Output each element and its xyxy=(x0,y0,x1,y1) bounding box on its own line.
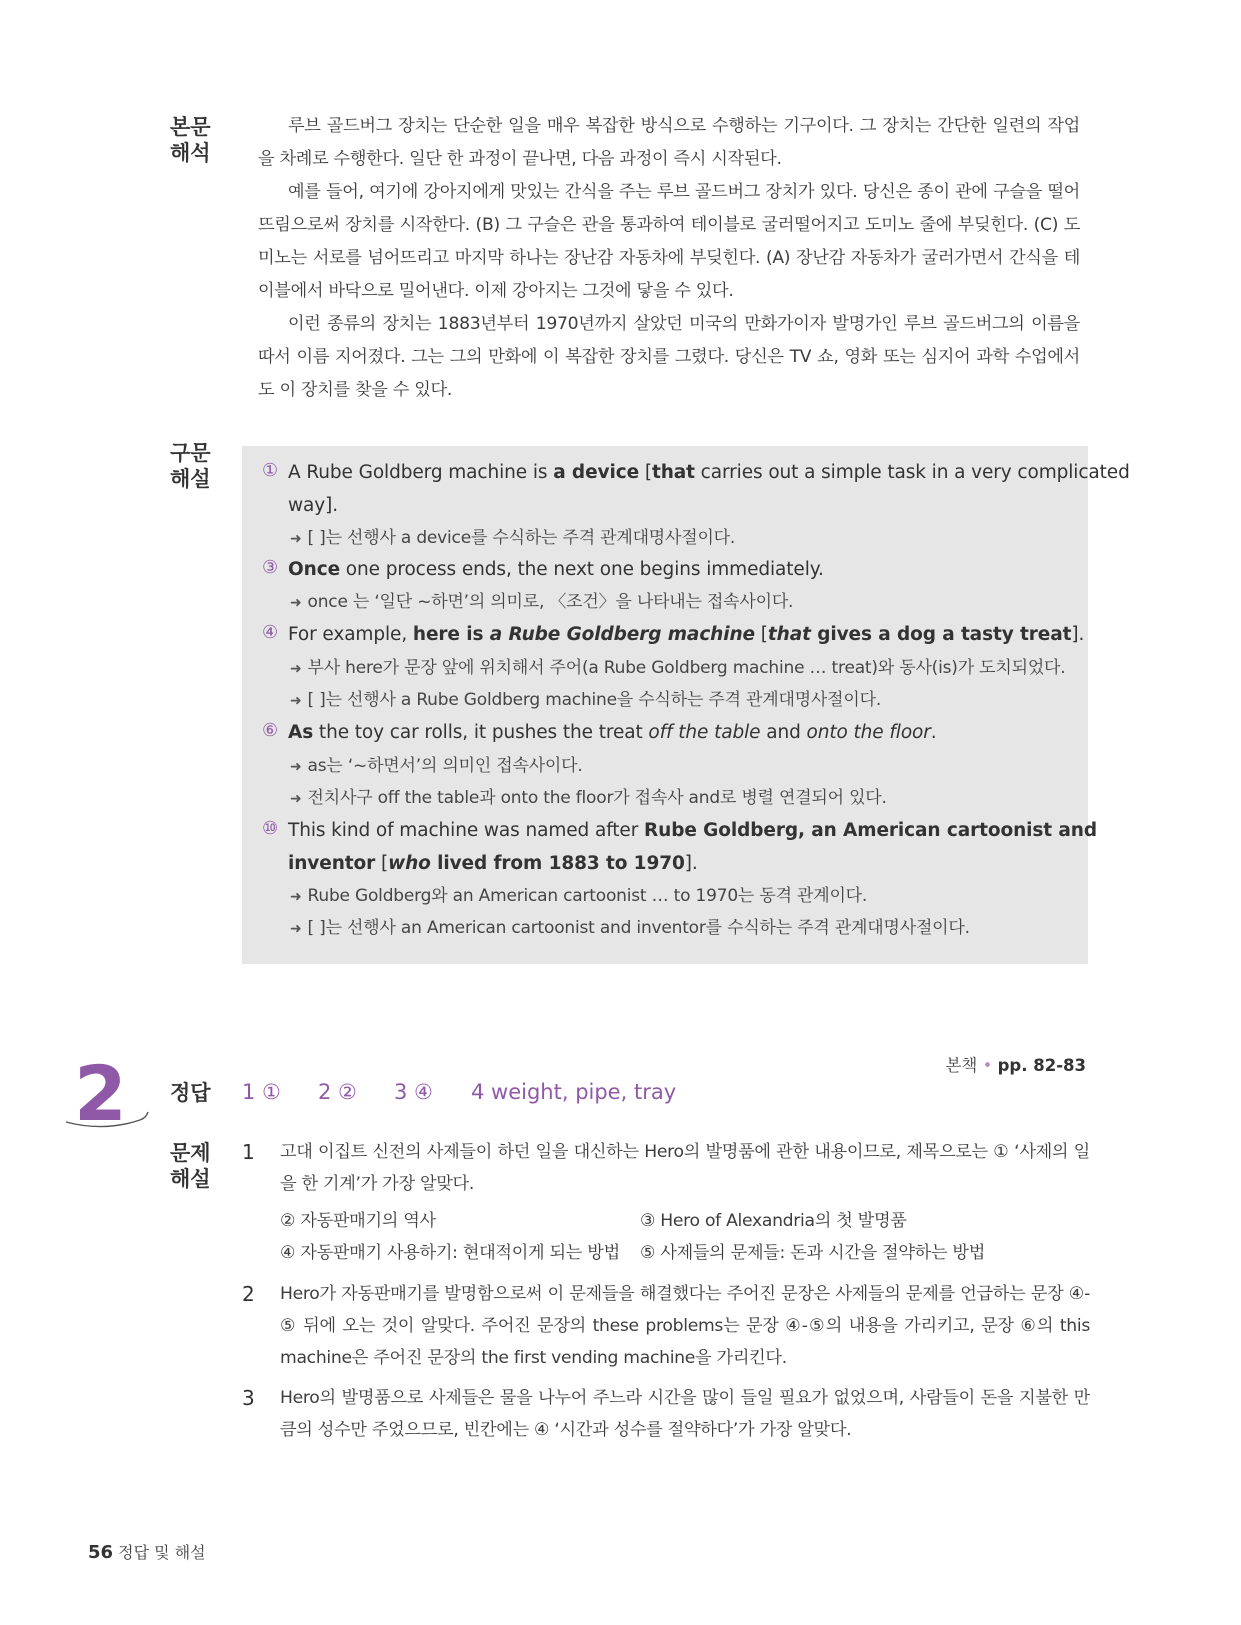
answer-item: 1 ① xyxy=(242,1080,281,1104)
text: [ xyxy=(375,853,389,874)
item-number: ④ xyxy=(262,622,279,643)
page-ref-pages: pp. 82-83 xyxy=(997,1056,1086,1075)
explanation-paragraph: Hero의 발명품으로 사제들은 물을 나누어 주느라 시간을 많이 들일 필요가 없었으며, 사람들이 돈을 지불한 만큼의 성수만 주었으므로, 빈칸에는 ④ ‘시간과 성수를 절약하다’가 가장 알맞다. xyxy=(280,1388,1090,1440)
bold-text: inventor xyxy=(288,853,376,874)
syntax-note xyxy=(290,916,970,941)
arrow-icon: ➜ xyxy=(290,661,302,677)
explanation-text xyxy=(280,1136,1090,1200)
translation-text xyxy=(258,110,1080,407)
number-underline-swoosh xyxy=(64,1108,150,1132)
explanation-label xyxy=(170,1140,230,1192)
label-line: 본문 xyxy=(170,115,211,139)
translation-paragraph: 루브 골드버그 장치는 단순한 일을 매우 복잡한 방식으로 수행하는 기구이다. 그 장치는 간단한 일련의 작업을 차례로 수행한다. 일단 한 과정이 끝나면, 다음 과정이 즉시 시작된다. xyxy=(258,116,1080,169)
syntax-sentence xyxy=(288,557,824,583)
label-line: 해설 xyxy=(170,467,211,491)
bold-text: lived from 1883 to 1970 xyxy=(430,853,685,874)
page-reference xyxy=(945,1052,1086,1076)
syntax-note xyxy=(290,590,793,615)
page-footer xyxy=(88,1540,206,1563)
explanation-number: 1 xyxy=(242,1140,255,1164)
note-text: [ ]는 선행사 an American cartoonist and inventor를 수식하는 주격 관계대명사절이다. xyxy=(307,918,970,938)
text: [ xyxy=(639,462,652,483)
bold-text: Rube Goldberg, an American cartoonist and xyxy=(644,820,1097,841)
syntax-note xyxy=(290,786,887,811)
arrow-icon: ➜ xyxy=(290,791,302,807)
text: A Rube Goldberg machine is xyxy=(288,462,554,483)
text: carries out a simple task in a very complicated xyxy=(694,462,1130,483)
explanation-number: 2 xyxy=(242,1282,255,1306)
bold-italic-text: that xyxy=(767,624,811,645)
item-number: ⑩ xyxy=(262,818,279,839)
explanation-text xyxy=(280,1278,1090,1374)
answer-item: 4 weight, pipe, tray xyxy=(471,1080,677,1104)
note-text: [ ]는 선행사 a Rube Goldberg machine을 수식하는 주격 관계대명사절이다. xyxy=(307,690,882,710)
translation-paragraph: 예를 들어, 여기에 강아지에게 맛있는 간식을 주는 루브 골드버그 장치가 있다. 당신은 종이 관에 구슬을 떨어뜨림으로써 장치를 시작한다. (B) 그 구슬은 관을 통과하여 테이블로 굴러떨어지고 도미노 줄에 부딪힌다. (C) 도미노는 서로를 넘어뜨리고 마지막 하나는 장난감 자동차에 부딪힌다. (A) 장난감 자동차가 굴러가면서 간식을 테이블에서 바닥으로 밀어낸다. 이제 강아지는 그것에 닿을 수 있다. xyxy=(258,182,1080,301)
option-item: ⑤ 사제들의 문제들: 돈과 시간을 절약하는 방법 xyxy=(640,1243,986,1263)
syntax-sentence xyxy=(288,851,698,877)
text: [ xyxy=(755,624,768,645)
arrow-icon: ➜ xyxy=(290,759,302,775)
bold-text: Once xyxy=(288,559,341,580)
option-item: ② 자동판매기의 역사 xyxy=(280,1211,436,1231)
note-text: once 는 ‘일단 ~하면’의 의미로, 〈조건〉을 나타내는 접속사이다. xyxy=(307,592,794,612)
label-line: 해설 xyxy=(170,1167,211,1191)
text: one process ends, the next one begins immediately. xyxy=(340,559,824,580)
answer-item: 3 ④ xyxy=(394,1080,433,1104)
label-line: 정답 xyxy=(170,1081,211,1105)
arrow-icon: ➜ xyxy=(290,889,302,905)
option-item: ③ Hero of Alexandria의 첫 발명품 xyxy=(640,1211,907,1231)
label-line: 해석 xyxy=(170,141,211,165)
text: This kind of machine was named after xyxy=(288,820,645,841)
text: and xyxy=(760,722,807,743)
text: . xyxy=(930,722,937,743)
explanation-paragraph: 고대 이집트 신전의 사제들이 하던 일을 대신하는 Hero의 발명품에 관한 내용이므로, 제목으로는 ① ‘사제의 일을 한 기계’가 가장 알맞다. xyxy=(280,1142,1090,1194)
translation-paragraph: 이런 종류의 장치는 1883년부터 1970년까지 살았던 미국의 만화가이자 발명가인 루브 골드버그의 이름을 따서 이름 지어졌다. 그는 그의 만화에 이 복잡한 장치를 그렸다. 당신은 TV 쇼, 영화 또는 심지어 과학 수업에서도 이 장치를 찾을 수 있다. xyxy=(258,314,1080,400)
syntax-note xyxy=(290,526,735,551)
bold-italic-text: who xyxy=(388,853,431,874)
bold-text: a device xyxy=(553,462,640,483)
bold-italic-text: a Rube Goldberg machine xyxy=(489,624,756,645)
answer-label xyxy=(170,1080,230,1106)
bold-text: that xyxy=(651,462,695,483)
label-line: 문제 xyxy=(170,1141,211,1165)
italic-text: onto the floor xyxy=(806,722,931,743)
bullet-dot-icon: • xyxy=(982,1056,993,1075)
syntax-sentence xyxy=(288,818,1097,844)
section-label-syntax xyxy=(170,440,230,492)
syntax-sentence xyxy=(288,720,937,746)
note-text: 전치사구 off the table과 onto the floor가 접속사 and로 병렬 연결되어 있다. xyxy=(307,788,887,808)
syntax-note xyxy=(290,688,881,713)
label-line: 구문 xyxy=(170,441,211,465)
text: ]. xyxy=(1071,624,1085,645)
syntax-sentence xyxy=(288,460,1130,486)
arrow-icon: ➜ xyxy=(290,693,302,709)
item-number: ① xyxy=(262,460,279,481)
explanation-paragraph: Hero가 자동판매기를 발명함으로써 이 문제들을 해결했다는 주어진 문장은 사제들의 문제를 언급하는 문장 ④-⑤ 뒤에 오는 것이 알맞다. 주어진 문장의 these problems는 문장 ④-⑤의 내용을 가리키고, 문장 ⑥의 this machine은 주어진 문장의 the first vending machine을 가리킨다. xyxy=(280,1284,1090,1368)
text: For example, xyxy=(288,624,413,645)
footer-title: 정답 및 해설 xyxy=(118,1543,206,1562)
bold-text: As xyxy=(288,722,314,743)
problem-number: 2 xyxy=(74,1049,127,1138)
syntax-note xyxy=(290,754,583,779)
arrow-icon: ➜ xyxy=(290,595,302,611)
note-text: 부사 here가 문장 앞에 위치해서 주어(a Rube Goldberg machine … treat)와 동사(is)가 도치되었다. xyxy=(307,658,1066,678)
option-item: ④ 자동판매기 사용하기: 현대적이게 되는 방법 xyxy=(280,1243,620,1263)
page-number: 56 xyxy=(88,1542,114,1563)
page-ref-label: 본책 xyxy=(945,1056,978,1075)
syntax-box xyxy=(242,446,1130,964)
syntax-note xyxy=(290,656,1065,681)
bold-text: gives a dog a tasty treat xyxy=(810,624,1072,645)
section-label-translation xyxy=(170,114,230,166)
item-number: ③ xyxy=(262,557,279,578)
syntax-note xyxy=(290,884,867,909)
italic-text: off the table xyxy=(648,722,761,743)
item-number: ⑥ xyxy=(262,720,279,741)
text: the toy car rolls, it pushes the treat xyxy=(313,722,649,743)
arrow-icon: ➜ xyxy=(290,531,302,547)
text: ]. xyxy=(684,853,698,874)
note-text: [ ]는 선행사 a device를 수식하는 주격 관계대명사절이다. xyxy=(307,528,736,548)
note-text: Rube Goldberg와 an American cartoonist … to 1970는 동격 관계이다. xyxy=(307,886,868,906)
bold-text: here is xyxy=(412,624,490,645)
explanation-number: 3 xyxy=(242,1386,255,1410)
note-text: as는 ‘~하면서’의 의미인 접속사이다. xyxy=(307,756,583,776)
answer-item: 2 ② xyxy=(318,1080,357,1104)
explanation-text xyxy=(280,1382,1090,1446)
arrow-icon: ➜ xyxy=(290,921,302,937)
syntax-sentence: way]. xyxy=(288,495,339,516)
syntax-sentence xyxy=(288,622,1084,648)
